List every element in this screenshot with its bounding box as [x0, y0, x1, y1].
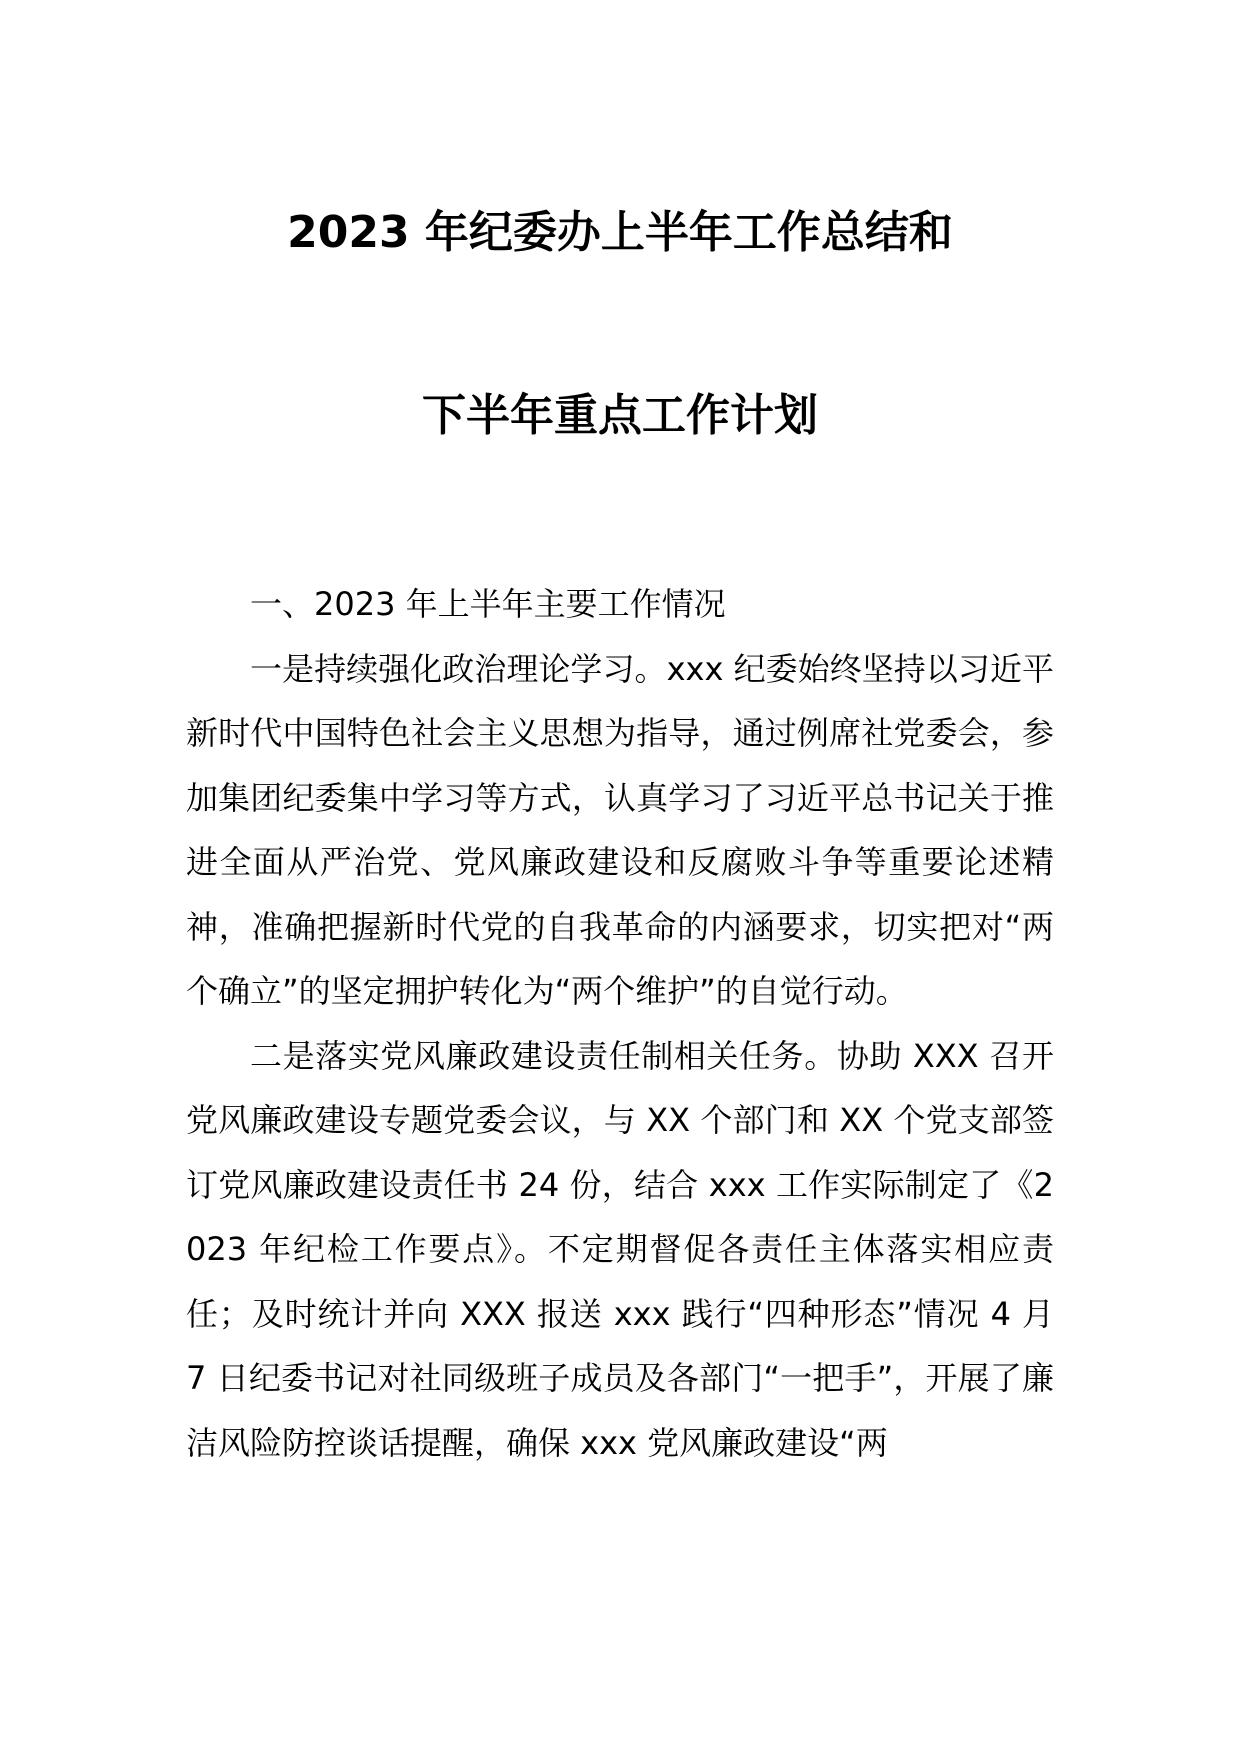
document-title-line-1: 2023 年纪委办上半年工作总结和: [287, 207, 953, 258]
body-paragraph-2: 二是落实党风廉政建设责任制相关任务。协助 XXX 召开党风廉政建设专题党委会议，与 XX 个部门和 XX 个党支部签订党风廉政建设责任书 24 份，结合 xxx 工作实际制定了《2023 年纪检工作要点》。不定期督促各责任主体落实相应责任；及时统计并向 XXX 报送 xxx 践行“四种形态”情况 4 月 7 日纪委书记对社同级班子成员及各部门“一把手”，开展了廉洁风险防控谈话提醒，确保 xxx 党风廉政建设“两: [186, 1036, 1054, 1462]
document-body: [186, 572, 1054, 1475]
section-heading: 一、2023 年上半年主要工作情况: [250, 585, 726, 623]
document-title-line-2: 下半年重点工作计划: [422, 390, 818, 441]
body-paragraph-1: 一是持续强化政治理论学习。xxx 纪委始终坚持以习近平新时代中国特色社会主义思想为指导，通过例席社党委会，参加集团纪委集中学习等方式，认真学习了习近平总书记关于推进全面从严治党、党风廉政建设和反腐败斗争等重要论述精神，准确把握新时代党的自我革命的内涵要求，切实把对“两个确立”的坚定拥护转化为“两个维护”的自觉行动。: [186, 649, 1054, 1010]
